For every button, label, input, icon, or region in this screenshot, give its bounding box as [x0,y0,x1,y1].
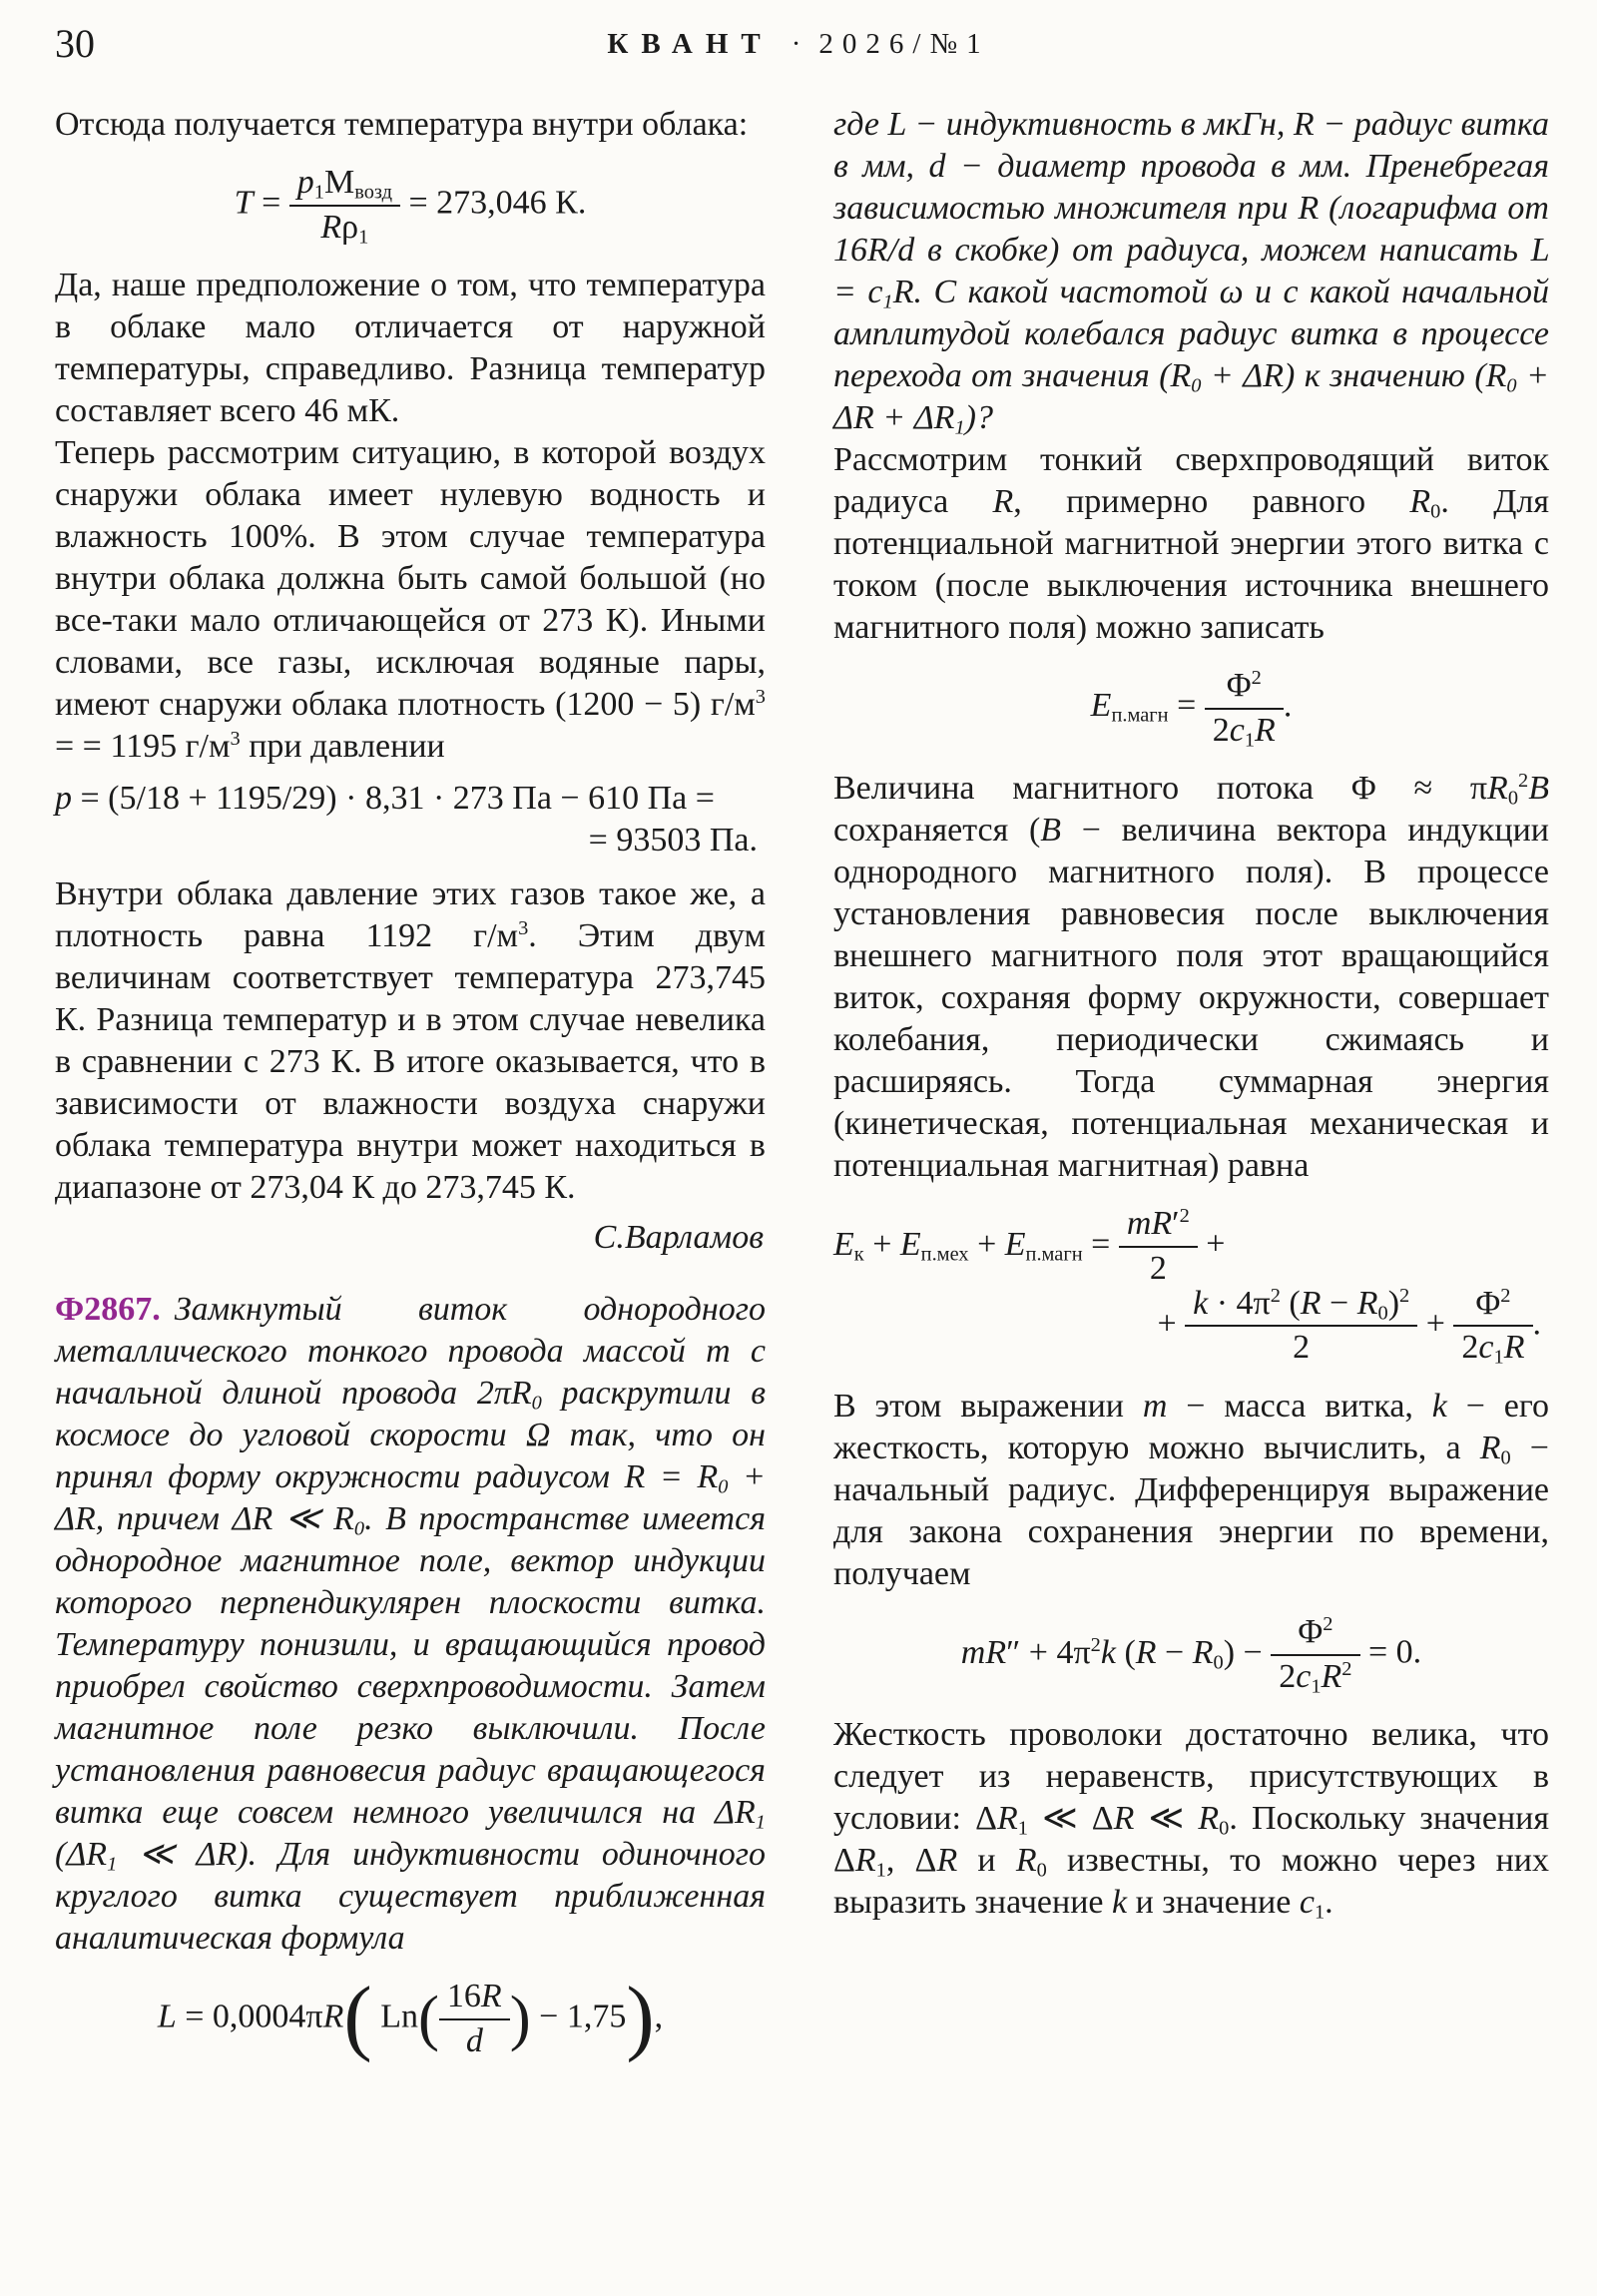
fraction [1119,1207,1198,1286]
plus-sign: + [1157,1305,1186,1343]
paragraph-stiffness: Жесткость проволоки достаточно велика, что следует из неравенств, присутствующих в условии: $\Delta R_1$ ≪ ΔR ≪ $R_0$. Поскольку значения $\Delta R_1$, ΔR и $R_0$ известны, то можно через них выразить значение k и значение $c_1$. [833,1716,1550,1925]
paragraph-differentiate: В этом выражении m − масса витка, k − его жесткость, которую можно вычислить, а $R_0$ − начальный радиус. Дифференцируя выражение для закона сохранения энергии по времени, получаем [833,1388,1549,1593]
denominator: $2c_1R$ [1205,708,1284,749]
denominator: 2 [1119,1246,1198,1287]
formula-lhs: $E_{п.магн}$ = [1090,687,1205,728]
fraction [439,1980,510,2058]
plus-sign: + [1417,1305,1454,1343]
page-header [0,0,1597,74]
energy-sum-formula [833,1205,1549,1370]
numerator: $\Phi^2$ [1226,667,1262,704]
problem-statement-continued: где L − индуктивность в мкГн, R − радиус витка в мм, d − диаметр провода в мм. Пренебрегая зависимостью множителя при R (логарифма от 16R/d в скобке) от радиуса, можем написать $L = c_1R$. С какой частотой ω и с какой начальной амплитудой колебался радиус витка в процессе перехода от значения $(R_0 + \Delta R)$ к значению $(R_0 + \Delta R + \Delta R_1)$? [833,106,1549,439]
problem-statement [55,1289,766,1960]
right-column [833,104,1549,2079]
close-paren-inner: ) [509,1983,531,2053]
formula-rhs: = 273,046 К. [399,184,587,222]
formula-rhs: − 1,75 [530,1998,627,2035]
denominator: 2 [1185,1325,1417,1366]
paragraph-flux-conservation: Величина магнитного потока $\Phi \approx \pi R_0^2B$ сохраняется (B − величина вектора индукции однородного магнитного поля). В процессе установления равновесия после выключения внешнего магнитного поля этот вращающийся виток, сохраняя форму окружности, совершает колебания, периодически сжимаясь и расширяясь. Тогда суммарная энергия (кинетическая, потенциальная механическая и потенциальная магнитная) равна [833,770,1549,1185]
page-number: 30 [55,21,95,66]
paragraph-solution-start: Рассмотрим тонкий сверхпроводящий виток радиуса R, примерно равного $R_0$. Для потенциальной магнитной энергии этого витка с током (после выключения источника внешнего магнитного поля) можно записать [833,441,1549,646]
formula-lhs: $mR'' + 4\pi^2k$ $(R - R_0)$ − [960,1633,1272,1674]
paragraph-conclusion-temp: Да, наше предположение о том, что температура в облаке мало отличается от наружной температуры, справедливо. Разница температур составляет всего 46 мК. [55,267,766,430]
denominator: $2c_1R^2$ [1271,1654,1359,1695]
fraction [1271,1613,1359,1698]
close-paren-outer: ) [626,1970,655,2064]
open-paren-outer: ( [343,1970,372,2064]
formula-rhs: . [1283,687,1293,725]
formula-lhs: L = 0,0004πR [157,1998,344,2035]
numerator: $p_1M_{возд}$ [296,164,392,204]
paragraph-humidity-case: Теперь рассмотрим ситуацию, в которой воздух снаружи облака имеет нулевую водность и влажность 100%. В этом случае температура внутри облака должна быть самой большой (но все-таки мало отличающейся от 273 К). Иными словами, все газы, исключая водяные пары, имеют снаружи облака плотность (1200 − 5) $г/м^3$ = = 1195 $г/м^3$ при давлении [55,434,766,766]
formula-lhs: $E_к + E_{п.мех} + E_{п.магн}$ = [833,1225,1119,1266]
inductance-formula [55,1970,766,2064]
temperature-formula [55,164,766,249]
formula-rhs: + [1197,1225,1226,1263]
magnetic-energy-formula [833,667,1549,752]
left-column [55,104,766,2079]
running-title [0,30,1597,59]
two-column-layout [0,74,1597,2079]
problem-text: Замкнутый виток однородного металлического тонкого провода массой m с начальной длиной провода $2\pi R_0$ раскрутили в космосе до угловой скорости Ω так, что он принял форму окружности радиусом $R = R_0 + \Delta R$, причем ΔR ≪ $R_0$. В пространстве имеется однородное магнитное поле, вектор индукции которого перпендикулярен плоскости витка. Температуру понизили, и вращающийся провод приобрел свойство сверхпроводимости. Затем магнитное поле резко выключили. После установления равновесия радиус вращающегося витка еще совсем немного увеличился на $\Delta R_1$ ($\Delta R_1$ ≪ ΔR). Для индуктивности одиночного круглого витка существует приближенная аналитическая формула [55,1291,767,1958]
author-signature: С.Варламов [593,1219,764,1257]
formula-tail: , [654,1998,664,2035]
numerator: $k \cdot 4\pi^2$ $(R - R_0)^2$ [1193,1284,1410,1325]
numerator: $mR'^2$ [1126,1205,1190,1243]
numerator: $\Phi^2$ [1298,1613,1333,1651]
problem-number: Ф2867. [55,1291,161,1329]
fraction [1185,1284,1417,1367]
issue-label: 2026/№1 [818,28,990,60]
pressure-formula-line2: = 93503 Па. [588,822,758,860]
pressure-formula [55,778,766,861]
formula-rhs: . [1532,1305,1541,1343]
denominator: $R\rho_1$ [289,205,400,246]
denominator: d [439,2018,510,2059]
title-separator: · [791,28,801,60]
fraction [1205,667,1284,752]
fraction [289,164,400,249]
formula-rhs: = 0. [1359,1633,1422,1671]
energy-sum-line2 [833,1284,1549,1370]
journal-name: КВАНТ [607,28,774,60]
formula-fn: Ln [371,1998,418,2035]
energy-sum-line1 [833,1207,1549,1286]
pressure-formula-line1: p = (5/18 + 1195/29) · 8,31 · 273 Па − 610 Па = [55,780,715,818]
formula-lhs: T = [234,184,289,222]
fraction [1453,1284,1532,1370]
paragraph-result-range: Внутри облака давление этих газов такое же, а плотность равна 1192 $г/м^3$. Этим двум величинам соответствует температура 273,745 К. Разница температур и в этом случае невелика в сравнении с 273 К. В итоге оказывается, что в зависимости от влажности воздуха снаружи облака температура внутри может находиться в диапазоне от 273,04 К до 273,745 К. [55,875,766,1207]
paragraph-intro: Отсюда получается температура внутри облака: [55,106,749,143]
denominator: $2c_1R$ [1453,1325,1532,1366]
oscillation-equation [833,1613,1549,1698]
numerator: 16R [446,1978,502,2015]
open-paren-inner: ( [417,1983,439,2053]
numerator: $\Phi^2$ [1475,1284,1511,1322]
